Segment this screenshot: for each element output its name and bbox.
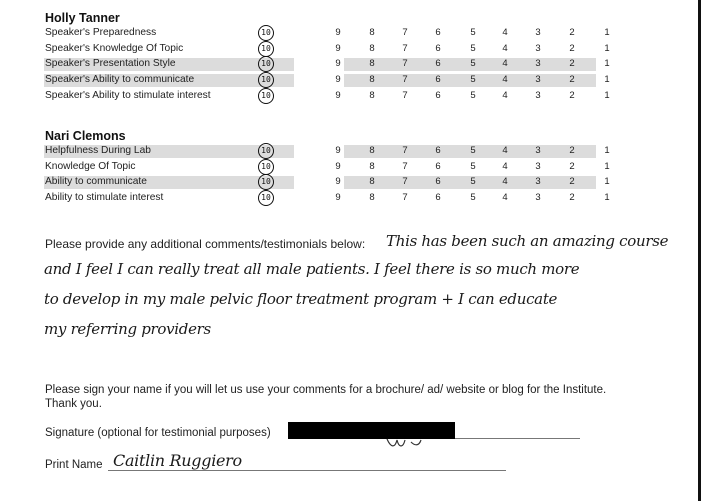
rating-option[interactable]: 5 — [470, 160, 476, 172]
rating-option[interactable]: 1 — [604, 89, 610, 101]
rating-option[interactable]: 5 — [470, 58, 476, 70]
rating-option[interactable]: 3 — [535, 89, 541, 101]
rating-option[interactable]: 3 — [535, 27, 541, 38]
rating-row — [44, 175, 674, 191]
rating-option[interactable]: 9 — [335, 74, 341, 86]
rating-option[interactable]: 6 — [435, 160, 441, 172]
rating-option[interactable]: 7 — [402, 192, 408, 204]
rating-option[interactable]: 6 — [435, 74, 441, 86]
rating-option[interactable]: 9 — [335, 27, 341, 38]
rating-option[interactable]: 8 — [369, 160, 375, 172]
rating-option[interactable]: 9 — [335, 192, 341, 204]
rating-option[interactable]: 6 — [435, 192, 441, 204]
rating-option[interactable]: 3 — [535, 160, 541, 172]
rating-row — [44, 160, 674, 176]
rating-label: Helpfulness During Lab — [45, 145, 151, 156]
rating-label: Speaker's Ability to stimulate interest — [45, 89, 211, 101]
rating-option[interactable]: 2 — [569, 74, 575, 86]
permission-text: Please sign your name if you will let us use your comments for a brochure/ ad/ website or blog for the Institute. — [45, 384, 607, 396]
rating-option[interactable]: 5 — [470, 89, 476, 101]
circled-rating: 10 — [258, 25, 274, 41]
rating-option[interactable]: 8 — [369, 89, 375, 101]
rating-option[interactable]: 6 — [435, 176, 441, 188]
rating-option[interactable]: 4 — [502, 58, 508, 70]
rating-option[interactable]: 8 — [369, 74, 375, 86]
rating-option[interactable]: 2 — [569, 160, 575, 172]
rating-label: Speaker's Preparedness — [45, 27, 157, 38]
rating-option[interactable]: 8 — [369, 176, 375, 188]
rating-option[interactable]: 7 — [402, 145, 408, 156]
rating-option[interactable]: 3 — [535, 145, 541, 156]
rating-option[interactable]: 6 — [435, 89, 441, 101]
rating-option[interactable]: 7 — [402, 74, 408, 86]
rating-option[interactable]: 1 — [604, 27, 610, 38]
rating-label: Knowledge Of Topic — [45, 160, 136, 172]
rating-option[interactable]: 8 — [369, 192, 375, 204]
rating-option[interactable]: 1 — [604, 58, 610, 70]
rating-option[interactable]: 3 — [535, 192, 541, 204]
rating-option[interactable]: 6 — [435, 42, 441, 54]
rating-row — [44, 26, 674, 42]
rating-option[interactable]: 1 — [604, 160, 610, 172]
circled-rating: 10 — [258, 190, 274, 206]
circled-rating: 10 — [258, 174, 274, 190]
rating-option[interactable]: 1 — [604, 192, 610, 204]
rating-option[interactable]: 3 — [535, 176, 541, 188]
rating-option[interactable]: 3 — [535, 74, 541, 86]
rating-option[interactable]: 9 — [335, 58, 341, 70]
circled-rating: 10 — [258, 41, 274, 57]
rating-option[interactable]: 4 — [502, 42, 508, 54]
rating-option[interactable]: 4 — [502, 74, 508, 86]
speaker1-name: Holly Tanner — [45, 11, 120, 25]
rating-option[interactable]: 9 — [335, 145, 341, 156]
rating-option[interactable]: 4 — [502, 145, 508, 156]
circled-rating: 10 — [258, 72, 274, 88]
rating-option[interactable]: 9 — [335, 160, 341, 172]
circled-rating: 10 — [258, 143, 274, 159]
rating-option[interactable]: 3 — [535, 58, 541, 70]
comments-prompt: Please provide any additional comments/testimonials below: — [45, 237, 366, 251]
rating-label: Speaker's Presentation Style — [45, 58, 176, 70]
rating-option[interactable]: 9 — [335, 42, 341, 54]
rating-option[interactable]: 4 — [502, 160, 508, 172]
rating-row — [44, 89, 674, 105]
rating-option[interactable]: 8 — [369, 42, 375, 54]
rating-option[interactable]: 5 — [470, 42, 476, 54]
rating-option[interactable]: 5 — [470, 192, 476, 204]
rating-option[interactable]: 6 — [435, 145, 441, 156]
rating-option[interactable]: 9 — [335, 176, 341, 188]
rating-option[interactable]: 5 — [470, 27, 476, 38]
handwritten-comment-line4: my referring providers — [44, 320, 211, 338]
rating-option[interactable]: 4 — [502, 176, 508, 188]
rating-label: Ability to stimulate interest — [45, 192, 164, 204]
rating-option[interactable]: 5 — [470, 74, 476, 86]
rating-option[interactable]: 9 — [335, 89, 341, 101]
rating-option[interactable]: 3 — [535, 42, 541, 54]
rating-option[interactable]: 5 — [470, 145, 476, 156]
rating-option[interactable]: 2 — [569, 89, 575, 101]
rating-option[interactable]: 8 — [369, 58, 375, 70]
signature-label: Signature (optional for testimonial purposes) — [45, 427, 271, 439]
rating-option[interactable]: 7 — [402, 42, 408, 54]
rating-option[interactable]: 2 — [569, 145, 575, 156]
rating-option[interactable]: 1 — [604, 145, 610, 156]
rating-option[interactable]: 5 — [470, 176, 476, 188]
rating-row — [44, 42, 674, 58]
rating-row — [44, 191, 674, 207]
print-name-line — [108, 470, 506, 471]
rating-option[interactable]: 6 — [435, 58, 441, 70]
rating-option[interactable]: 7 — [402, 27, 408, 38]
handwritten-comment-line3: to develop in my male pelvic floor treatment program + I can educate — [44, 290, 558, 308]
rating-option[interactable]: 7 — [402, 58, 408, 70]
rating-option[interactable]: 2 — [569, 58, 575, 70]
speaker2-name: Nari Clemons — [45, 129, 126, 143]
rating-label: Ability to communicate — [45, 176, 147, 188]
rating-option[interactable]: 4 — [502, 192, 508, 204]
rating-option[interactable]: 1 — [604, 42, 610, 54]
print-name-value: Caitlin Ruggiero — [113, 451, 242, 470]
rating-option[interactable]: 8 — [369, 145, 375, 156]
circled-rating: 10 — [258, 159, 274, 175]
rating-option[interactable]: 2 — [569, 192, 575, 204]
rating-option[interactable]: 2 — [569, 176, 575, 188]
rating-row — [44, 73, 674, 89]
rating-row — [44, 144, 674, 160]
rating-option[interactable]: 7 — [402, 89, 408, 101]
rating-label: Speaker's Knowledge Of Topic — [45, 42, 184, 54]
rating-option[interactable]: 7 — [402, 160, 408, 172]
rating-option[interactable]: 8 — [369, 27, 375, 38]
rating-option[interactable]: 7 — [402, 176, 408, 188]
rating-option[interactable]: 1 — [604, 176, 610, 188]
signature-scribble — [385, 436, 445, 450]
circled-rating: 10 — [258, 88, 274, 104]
rating-label: Speaker's Ability to communicate — [45, 74, 195, 86]
permission-thanks: Thank you. — [45, 398, 102, 410]
rating-option[interactable]: 6 — [435, 27, 441, 38]
circled-rating: 10 — [258, 56, 274, 72]
print-name-label: Print Name — [45, 459, 103, 471]
rating-row — [44, 57, 674, 73]
handwritten-comment-line2: and I feel I can really treat all male patients. I feel there is so much more — [44, 260, 580, 278]
rating-option[interactable]: 4 — [502, 27, 508, 38]
handwritten-comment-line1: This has been such an amazing course — [386, 232, 669, 250]
rating-option[interactable]: 1 — [604, 74, 610, 86]
rating-option[interactable]: 4 — [502, 89, 508, 101]
rating-option[interactable]: 2 — [569, 42, 575, 54]
rating-option[interactable]: 2 — [569, 27, 575, 38]
